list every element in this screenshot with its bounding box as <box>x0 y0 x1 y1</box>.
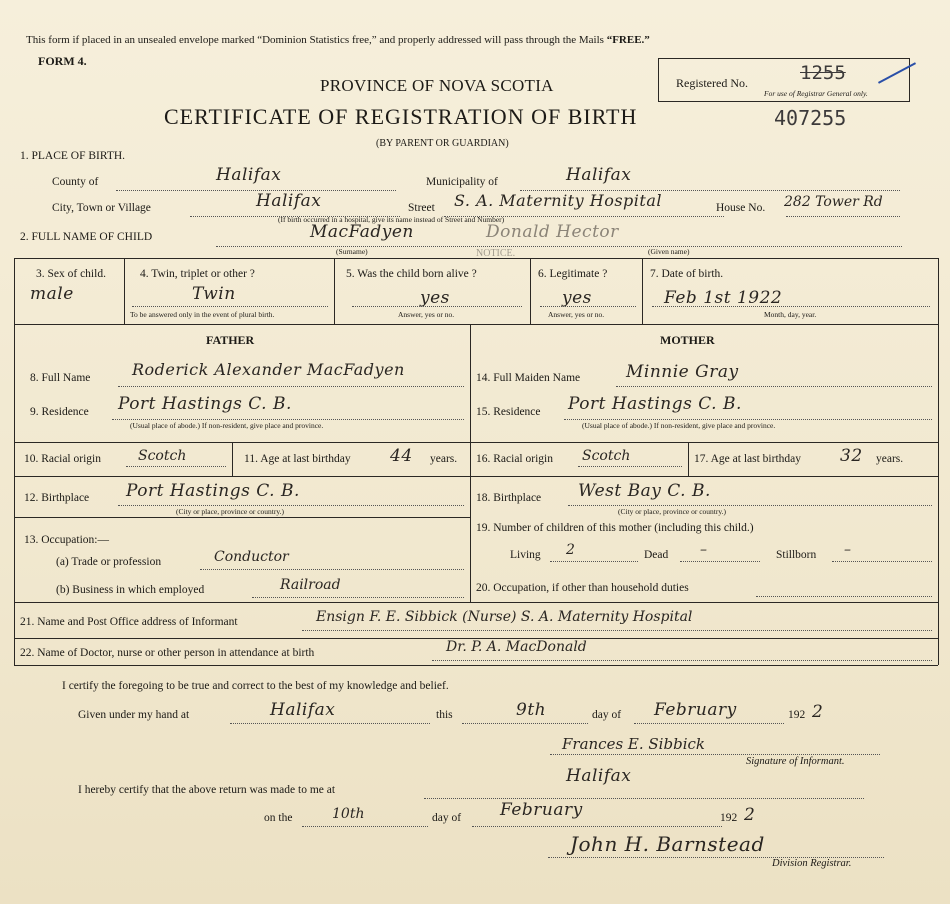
father-age-label: 11. Age at last birthday <box>244 453 351 465</box>
street-value: S. A. Maternity Hospital <box>454 191 662 210</box>
sex-value: male <box>30 284 74 304</box>
reg-year-prefix: 192 <box>720 812 738 824</box>
mother-abode-note: (Usual place of abode.) If non-resident, give place and province. <box>582 421 776 430</box>
father-birthplace-note: (City or place, province or country.) <box>176 507 285 516</box>
given-caption: (Given name) <box>648 247 690 256</box>
legitimate-note: Answer, yes or no. <box>548 310 605 319</box>
alive-value: yes <box>420 288 450 308</box>
father-residence-value: Port Hastings C. B. <box>118 394 292 414</box>
birth-date-value: Feb 1st 1922 <box>664 288 783 308</box>
informant-signature: Frances E. Sibbick <box>562 735 705 753</box>
child-given-name: Donald Hector <box>486 222 619 242</box>
legitimate-value: yes <box>562 288 592 308</box>
mother-racial-value: Scotch <box>582 448 631 464</box>
doctor-label: 22. Name of Doctor, nurse or other person in attendance at birth <box>20 647 315 659</box>
father-heading: FATHER <box>206 333 255 347</box>
given-day: 9th <box>516 700 547 720</box>
birth-date-label: 7. Date of birth. <box>650 268 724 280</box>
municipality-value: Halifax <box>566 165 632 185</box>
on-the-label: on the <box>264 812 293 824</box>
twin-note: To be answered only in the event of plural birth. <box>130 310 275 319</box>
province-heading: PROVINCE OF NOVA SCOTIA <box>320 76 554 95</box>
father-age-unit: years. <box>430 453 458 465</box>
business-value: Railroad <box>280 577 341 593</box>
mother-residence-value: Port Hastings C. B. <box>568 394 742 414</box>
notice-heading: NOTICE. <box>476 248 516 259</box>
city-label: City, Town or Village <box>52 202 151 214</box>
trade-value: Conductor <box>214 549 289 565</box>
twin-label: 4. Twin, triplet or other ? <box>140 268 255 280</box>
house-label: House No. <box>716 202 766 214</box>
mother-age-unit: years. <box>876 453 904 465</box>
surname-caption: (Surname) <box>336 247 368 256</box>
mother-name-value: Minnie Gray <box>626 362 739 382</box>
hospital-note: (If birth occurred in a hospital, give its name instead of Street and Number) <box>278 215 505 224</box>
father-racial-label: 10. Racial origin <box>24 453 101 465</box>
house-value: 282 Tower Rd <box>784 194 883 210</box>
twin-value: Twin <box>192 284 236 304</box>
registrar-only-note: For use of Registrar General only. <box>764 89 868 98</box>
alive-note: Answer, yes or no. <box>398 310 455 319</box>
stillborn-value: – <box>844 542 851 558</box>
father-name-label: 8. Full Name <box>30 372 91 384</box>
registrar-signature: John H. Barnstead <box>570 832 765 856</box>
informant-signature-caption: Signature of Informant. <box>746 756 845 767</box>
form-number: FORM 4. <box>38 54 87 68</box>
certificate-title: CERTIFICATE OF REGISTRATION OF BIRTH <box>164 104 638 129</box>
father-name-value: Roderick Alexander MacFadyen <box>132 360 405 379</box>
living-label: Living <box>510 549 541 561</box>
registered-label: Registered No. <box>676 76 748 90</box>
children-count-label: 19. Number of children of this mother (including this child.) <box>476 522 754 534</box>
mother-birthplace-value: West Bay C. B. <box>578 481 711 501</box>
year-prefix: 192 <box>788 709 806 721</box>
father-abode-note: (Usual place of abode.) If non-resident, give place and province. <box>130 421 324 430</box>
mother-heading: MOTHER <box>660 333 715 347</box>
street-label: Street <box>408 202 435 214</box>
reg-year-value: 2 <box>744 805 756 825</box>
registrar-month: February <box>500 800 583 820</box>
alive-label: 5. Was the child born alive ? <box>346 268 477 280</box>
legitimate-label: 6. Legitimate ? <box>538 268 608 280</box>
reg-day-of-label: day of <box>432 812 462 824</box>
mother-age-label: 17. Age at last birthday <box>694 453 801 465</box>
child-surname: MacFadyen <box>310 222 414 242</box>
registrar-signature-caption: Division Registrar. <box>772 858 852 869</box>
place-heading: 1. PLACE OF BIRTH. <box>20 150 126 162</box>
certificate-subtitle: (BY PARENT OR GUARDIAN) <box>376 138 509 149</box>
day-of-label: day of <box>592 709 622 721</box>
dead-label: Dead <box>644 549 669 561</box>
doctor-value: Dr. P. A. MacDonald <box>446 639 587 655</box>
municipality-label: Municipality of <box>426 176 498 188</box>
certify-statement: I certify the foregoing to be true and correct to the best of my knowledge and belief. <box>62 680 449 692</box>
registrar-place: Halifax <box>566 766 632 786</box>
mother-name-label: 14. Full Maiden Name <box>476 372 581 384</box>
living-value: 2 <box>566 542 575 558</box>
trade-label: (a) Trade or profession <box>56 556 162 568</box>
county-label: County of <box>52 176 99 188</box>
registrar-day: 10th <box>332 806 365 822</box>
child-name-label: 2. FULL NAME OF CHILD <box>20 231 153 243</box>
year-value: 2 <box>812 702 824 722</box>
sex-label: 3. Sex of child. <box>36 268 106 280</box>
registered-number: 1255 <box>800 62 846 84</box>
business-label: (b) Business in which employed <box>56 584 205 596</box>
stamped-number: 407255 <box>774 106 847 130</box>
mother-age-value: 32 <box>840 446 863 466</box>
mother-birthplace-note: (City or place, province or country.) <box>618 507 727 516</box>
stillborn-label: Stillborn <box>776 549 817 561</box>
father-birthplace-label: 12. Birthplace <box>24 492 90 504</box>
this-label: this <box>436 709 453 721</box>
given-month: February <box>654 700 737 720</box>
mail-note: This form if placed in an unsealed envelope marked “Dominion Statistics free,” and properly addressed will pass through the Mails “FREE.” <box>26 34 650 46</box>
father-racial-value: Scotch <box>138 448 187 464</box>
father-residence-label: 9. Residence <box>30 406 89 418</box>
county-value: Halifax <box>216 165 282 185</box>
informant-value: Ensign F. E. Sibbick (Nurse) S. A. Maternity Hospital <box>316 609 693 625</box>
informant-label: 21. Name and Post Office address of Informant <box>20 616 238 628</box>
mother-residence-label: 15. Residence <box>476 406 541 418</box>
mother-birthplace-label: 18. Birthplace <box>476 492 542 504</box>
registrar-statement: I hereby certify that the above return was made to me at <box>78 784 336 796</box>
given-label: Given under my hand at <box>78 709 190 721</box>
given-place: Halifax <box>270 700 336 720</box>
mother-occupation-label: 20. Occupation, if other than household duties <box>476 582 689 594</box>
city-value: Halifax <box>256 191 322 211</box>
occupation-label: 13. Occupation:— <box>24 534 109 546</box>
dead-value: – <box>700 542 707 558</box>
father-birthplace-value: Port Hastings C. B. <box>126 481 300 501</box>
birth-date-note: Month, day, year. <box>764 310 817 319</box>
father-age-value: 44 <box>390 446 413 466</box>
mother-racial-label: 16. Racial origin <box>476 453 553 465</box>
